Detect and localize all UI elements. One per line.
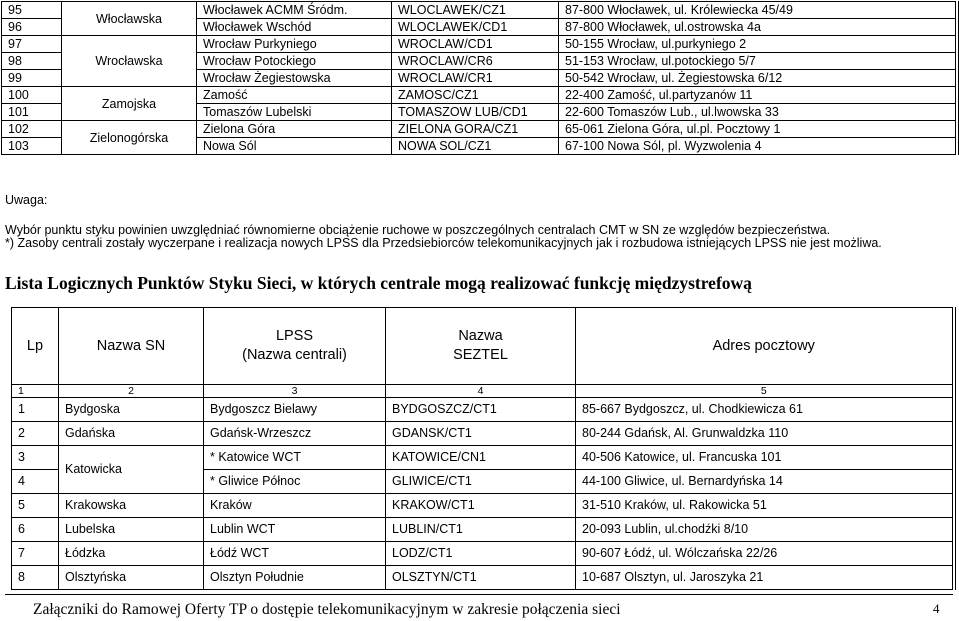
sn-name-cell: Krakowska <box>59 494 204 518</box>
address-cell: 40-506 Katowice, ul. Francuska 101 <box>576 446 954 470</box>
address-cell: 44-100 Gliwice, ul. Bernardyńska 14 <box>576 470 954 494</box>
lp-cell: 98 <box>2 53 62 70</box>
sn-name-cell: Katowicka <box>59 446 204 494</box>
table-row <box>12 518 954 542</box>
lpss-cell: Włocławek Wschód <box>197 19 392 36</box>
table-row <box>12 398 954 422</box>
lp-cell: 95 <box>2 2 62 19</box>
lpss-cell: Gdańsk-Wrzeszcz <box>204 422 386 446</box>
lp-cell: 7 <box>12 542 59 566</box>
sn-name-cell: Olsztyńska <box>59 566 204 590</box>
lpss-cell: Łódź WCT <box>204 542 386 566</box>
lp-cell: 103 <box>2 138 62 155</box>
footer-divider <box>5 594 953 595</box>
address-cell: 31-510 Kraków, ul. Rakowicka 51 <box>576 494 954 518</box>
table-row <box>2 87 957 104</box>
lp-cell: 96 <box>2 19 62 36</box>
column-number: 5 <box>576 385 954 398</box>
lp-cell: 102 <box>2 121 62 138</box>
seztel-cell: BYDGOSZCZ/CT1 <box>386 398 576 422</box>
table-row <box>2 121 957 138</box>
seztel-cell: WLOCLAWEK/CD1 <box>392 19 559 36</box>
seztel-cell: KRAKOW/CT1 <box>386 494 576 518</box>
column-number-row <box>12 385 954 398</box>
lpss-cell: Lublin WCT <box>204 518 386 542</box>
lpss-cell: Wrocław Żegiestowska <box>197 70 392 87</box>
address-cell: 85-667 Bydgoszcz, ul. Chodkiewicza 61 <box>576 398 954 422</box>
seztel-cell: LUBLIN/CT1 <box>386 518 576 542</box>
lpss-cell: * Katowice WCT <box>204 446 386 470</box>
header-lp: Lp <box>12 308 59 385</box>
column-number: 2 <box>59 385 204 398</box>
lpss-cell: Nowa Sól <box>197 138 392 155</box>
address-cell: 87-800 Włocławek, ul.ostrowska 4a <box>559 19 957 36</box>
seztel-cell: LODZ/CT1 <box>386 542 576 566</box>
lpss-cell: Kraków <box>204 494 386 518</box>
lpss-cell: Bydgoszcz Bielawy <box>204 398 386 422</box>
sn-name-cell: Zielonogórska <box>62 121 197 155</box>
lp-cell: 5 <box>12 494 59 518</box>
address-cell: 20-093 Lublin, ul.chodźki 8/10 <box>576 518 954 542</box>
address-cell: 67-100 Nowa Sól, pl. Wyzwolenia 4 <box>559 138 957 155</box>
lp-cell: 6 <box>12 518 59 542</box>
sn-name-cell: Wrocławska <box>62 36 197 87</box>
sn-name-cell: Lubelska <box>59 518 204 542</box>
seztel-cell: KATOWICE/CN1 <box>386 446 576 470</box>
lp-cell: 4 <box>12 470 59 494</box>
seztel-cell: WROCLAW/CR6 <box>392 53 559 70</box>
table-row <box>12 446 954 470</box>
seztel-cell: ZAMOSC/CZ1 <box>392 87 559 104</box>
header-address: Adres pocztowy <box>576 308 954 385</box>
lp-cell: 99 <box>2 70 62 87</box>
table-header-row <box>12 308 954 385</box>
seztel-cell: ZIELONA GORA/CZ1 <box>392 121 559 138</box>
table-row <box>2 36 957 53</box>
footer-text: Załączniki do Ramowej Oferty TP o dostępie telekomunikacyjnym w zakresie połączenia sieci <box>33 601 621 618</box>
lpss-cell: Wrocław Purkyniego <box>197 36 392 53</box>
sn-name-cell: Gdańska <box>59 422 204 446</box>
seztel-cell: WROCLAW/CR1 <box>392 70 559 87</box>
lp-cell: 100 <box>2 87 62 104</box>
lpss-cell: Tomaszów Lubelski <box>197 104 392 121</box>
lpss-cell: Włocławek ACMM Śródm. <box>197 2 392 19</box>
address-cell: 65-061 Zielona Góra, ul.pl. Pocztowy 1 <box>559 121 957 138</box>
seztel-cell: GLIWICE/CT1 <box>386 470 576 494</box>
table-row <box>2 2 957 19</box>
address-cell: 10-687 Olsztyn, ul. Jaroszyka 21 <box>576 566 954 590</box>
lpss-cell: * Gliwice Północ <box>204 470 386 494</box>
sn-name-cell: Włocławska <box>62 2 197 36</box>
address-cell: 87-800 Włocławek, ul. Królewiecka 45/49 <box>559 2 957 19</box>
address-cell: 50-542 Wrocław, ul. Żegiestowska 6/12 <box>559 70 957 87</box>
sn-name-cell: Bydgoska <box>59 398 204 422</box>
lp-cell: 97 <box>2 36 62 53</box>
table-row <box>12 422 954 446</box>
lpss-cell: Zielona Góra <box>197 121 392 138</box>
column-number: 3 <box>204 385 386 398</box>
sn-name-cell: Zamojska <box>62 87 197 121</box>
table-row <box>12 542 954 566</box>
table-row <box>12 566 954 590</box>
note-line: Wybór punktu styku powinien uwzględniać równomierne obciążenie ruchowe w poszczególnych centralach CMT w SN ze względów bezpieczeństwa. <box>5 223 831 237</box>
lpss-cell: Zamość <box>197 87 392 104</box>
section-title: Lista Logicznych Punktów Styku Sieci, w których centrale mogą realizować funkcję międzystrefową <box>5 273 752 293</box>
page-number: 4 <box>933 601 940 616</box>
seztel-cell: TOMASZOW LUB/CD1 <box>392 104 559 121</box>
note-heading: Uwaga: <box>5 193 48 207</box>
table-row <box>12 494 954 518</box>
seztel-cell: WROCLAW/CD1 <box>392 36 559 53</box>
lpss-cell: Wrocław Potockiego <box>197 53 392 70</box>
lp-cell: 1 <box>12 398 59 422</box>
lp-cell: 2 <box>12 422 59 446</box>
lpss-cell: Olsztyn Południe <box>204 566 386 590</box>
column-number: 4 <box>386 385 576 398</box>
seztel-cell: WLOCLAWEK/CZ1 <box>392 2 559 19</box>
sn-name-cell: Łódzka <box>59 542 204 566</box>
address-cell: 50-155 Wrocław, ul.purkyniego 2 <box>559 36 957 53</box>
lp-cell: 3 <box>12 446 59 470</box>
address-cell: 51-153 Wrocław, ul.potockiego 5/7 <box>559 53 957 70</box>
note-footnote: *) Zasoby centrali zostały wyczerpane i realizacja nowych LPSS dla Przedsiebiorców telekomunikacyjnych jak i rozbudowa istniejących LPSS nie jest możliwa. <box>5 236 882 250</box>
address-cell: 22-400 Zamość, ul.partyzanów 11 <box>559 87 957 104</box>
lp-cell: 101 <box>2 104 62 121</box>
address-cell: 80-244 Gdańsk, Al. Grunwaldzka 110 <box>576 422 954 446</box>
address-cell: 90-607 Łódź, ul. Wólczańska 22/26 <box>576 542 954 566</box>
header-sn-name: Nazwa SN <box>59 308 204 385</box>
header-seztel: Nazwa SEZTEL <box>386 308 576 385</box>
seztel-cell: GDANSK/CT1 <box>386 422 576 446</box>
address-cell: 22-600 Tomaszów Lub., ul.lwowska 33 <box>559 104 957 121</box>
header-lpss: LPSS (Nazwa centrali) <box>204 308 386 385</box>
top-lpss-table <box>1 1 959 155</box>
seztel-cell: NOWA SOL/CZ1 <box>392 138 559 155</box>
lpss-table <box>11 307 956 590</box>
seztel-cell: OLSZTYN/CT1 <box>386 566 576 590</box>
lp-cell: 8 <box>12 566 59 590</box>
column-number: 1 <box>12 385 59 398</box>
